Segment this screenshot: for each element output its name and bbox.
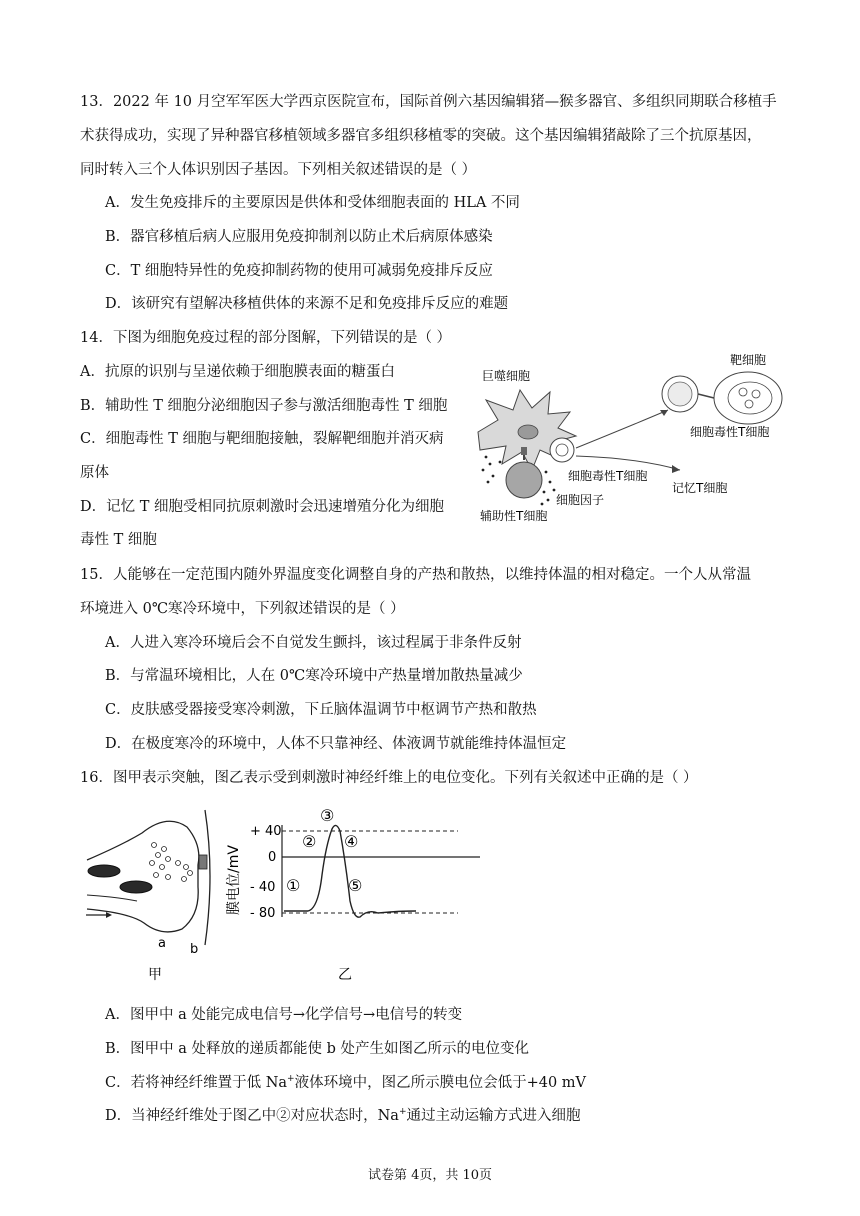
q16-stem: 16．图甲表示突触，图乙表示受到刺激时神经纤维上的电位变化。下列有关叙述中正确的是（ ）: [80, 770, 698, 786]
q13-option-b: B．器官移植后病人应服用免疫抑制剂以防止术后病原体感染: [105, 229, 493, 245]
q16-option-c-text-1: C．若将神经纤维置于低 Na: [105, 1075, 288, 1091]
q14-stem: 14．下图为细胞免疫过程的部分图解，下列错误的是（ ）: [80, 330, 452, 346]
q16-option-c-superscript: +: [287, 1074, 295, 1085]
target-antigen-3: [745, 400, 753, 408]
macrophage-nucleus: [518, 425, 538, 439]
q16-option-c: [105, 1073, 586, 1093]
page-footer: 试卷第 4页，共 10页: [367, 1168, 493, 1183]
label-middle-ctl: 细胞毒性T细胞: [568, 469, 648, 483]
q13-option-c: C．T 细胞特异性的免疫抑制药物的使用可减弱免疫排斥反应: [105, 263, 493, 279]
label-b: b: [190, 942, 199, 957]
q16-synapse-figure: [82, 805, 222, 985]
label-memory-t: 记忆T细胞: [672, 481, 728, 495]
signal-arrow-head: [106, 912, 112, 918]
mark-3: ③: [320, 806, 335, 825]
q16-potential-figure: [222, 805, 487, 985]
arrow-to-ctl: [576, 410, 668, 448]
tick-minus40: - 40: [250, 880, 276, 895]
postsynaptic-membrane: [205, 810, 210, 945]
target-cell-inner: [728, 382, 772, 414]
mark-4: ④: [344, 832, 359, 851]
helper-t-cell: [506, 462, 542, 498]
middle-ctl-nucleus: [556, 444, 568, 456]
q14-option-c-line1: C．细胞毒性 T 细胞与靶细胞接触，裂解靶细胞并消灭病: [80, 431, 444, 447]
q13-option-a: A．发生免疫排斥的主要原因是供体和受体细胞表面的 HLA 不同: [105, 195, 520, 211]
label-macrophage: 巨噬细胞: [482, 369, 531, 383]
arrow-to-memory: [576, 456, 680, 470]
y-axis-label: 膜电位/mV: [226, 845, 242, 915]
q16-option-a: A．图甲中 a 处能完成电信号→化学信号→电信号的转变: [105, 1007, 463, 1023]
q15-option-c: C．皮肤感受器接受寒冷刺激，下丘脑体温调节中枢调节产热和散热: [105, 702, 537, 718]
q15-option-b: B．与常温环境相比，人在 0℃寒冷环境中产热量增加散热量减少: [105, 668, 523, 684]
mark-2: ②: [302, 832, 317, 851]
target-antigen-1: [739, 388, 747, 396]
q15-option-a: A．人进入寒冷环境后会不自觉发生颤抖，该过程属于非条件反射: [105, 635, 522, 651]
q16-option-d-superscript: +: [398, 1107, 407, 1118]
label-target-cell: 靶细胞: [730, 353, 767, 367]
mitochondrion-1: [88, 865, 120, 877]
q16-option-d: [105, 1106, 581, 1126]
q16-option-d-text-1: D．当神经纤维处于图乙中②对应状态时，Na: [105, 1108, 399, 1124]
right-ctl-inner: [668, 382, 692, 406]
q13-stem-line3: 同时转入三个人体识别因子基因。下列相关叙述错误的是（ ）: [80, 162, 477, 178]
caption-jia: 甲: [148, 967, 162, 983]
mark-1: ①: [286, 876, 301, 895]
q14-option-a: A．抗原的识别与呈递依赖于细胞膜表面的糖蛋白: [80, 364, 395, 380]
tick-plus40: + 40: [250, 824, 282, 839]
q14-option-d-line2: 毒性 T 细胞: [80, 532, 157, 548]
q13-stem-line1: 13．2022 年 10 月空军军医大学西京医院宣布，国际首例六基因编辑猪—猴多器官、多组织同期联合移植手: [80, 94, 777, 110]
q14-option-b: B．辅助性 T 细胞分泌细胞因子参与激活细胞毒性 T 细胞: [80, 398, 448, 414]
label-right-ctl: 细胞毒性T细胞: [690, 425, 770, 439]
label-a: a: [158, 936, 166, 951]
ctl-receptor: [698, 394, 714, 398]
label-cytokine: 细胞因子: [556, 493, 605, 507]
mhc-connector: [521, 447, 527, 455]
q14-option-c-line2: 原体: [80, 465, 109, 481]
q13-option-d: D．该研究有望解决移植供体的来源不足和免疫排斥反应的难题: [105, 296, 509, 312]
q16-option-c-text-2: 液体环境中，图乙所示膜电位会低于+40 mV: [294, 1075, 587, 1091]
q16-option-d-text-2: 通过主动运输方式进入细胞: [406, 1108, 581, 1124]
caption-yi: 乙: [338, 967, 352, 983]
tick-zero: 0: [268, 850, 277, 865]
tick-minus80: - 80: [250, 906, 276, 921]
mark-5: ⑤: [348, 876, 363, 895]
q16-option-b: B．图甲中 a 处释放的递质都能使 b 处产生如图乙所示的电位变化: [105, 1041, 530, 1057]
q15-stem-line1: 15．人能够在一定范围内随外界温度变化调整自身的产热和散热，以维持体温的相对稳定。一个人从常温: [80, 567, 751, 583]
arrow-to-memory-head: [672, 465, 680, 473]
target-antigen-2: [752, 390, 760, 398]
q14-option-d-line1: D．记忆 T 细胞受相同抗原刺激时会迅速增殖分化为细胞: [80, 499, 445, 515]
receptor-block: [199, 855, 207, 869]
q14-immune-diagram: [458, 352, 803, 532]
q13-stem-line2: 术获得成功，实现了异种器官移植领域多器官多组织移植零的突破。这个基因编辑猪敲除了三个抗原基因，: [80, 128, 762, 144]
mitochondrion-2: [120, 881, 152, 893]
q15-stem-line2: 环境进入 0℃寒冷环境中，下列叙述错误的是（ ）: [80, 601, 405, 617]
q15-option-d: D．在极度寒冷的环境中，人体不只靠神经、体液调节就能维持体温恒定: [105, 736, 567, 752]
label-helper-t: 辅助性T细胞: [480, 509, 548, 523]
